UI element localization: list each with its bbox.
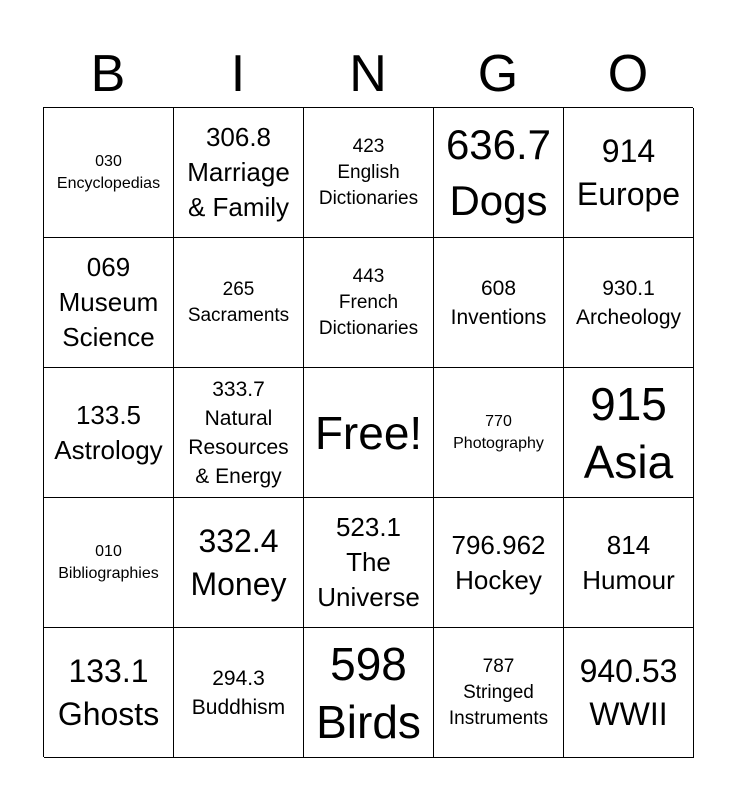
bingo-cell-text: 030 [95, 152, 122, 170]
bingo-cell-text: 332.4 [198, 522, 279, 559]
bingo-cell-text: 423 [352, 135, 385, 157]
bingo-cell[interactable] [304, 238, 434, 368]
bingo-cell-text: 443 [352, 265, 385, 287]
header-letter-n: N [349, 45, 387, 103]
bingo-cell[interactable] [434, 238, 564, 368]
bingo-cell-text: Astrology [54, 434, 163, 465]
bingo-cell-text: 598 [330, 637, 407, 690]
free-space-cell[interactable] [304, 368, 434, 498]
bingo-cell-text: 523.1 [335, 512, 402, 542]
bingo-cell-text: Natural [204, 406, 273, 430]
header-letter-g: G [477, 45, 519, 103]
bingo-cell[interactable] [44, 368, 174, 498]
bingo-cell[interactable] [564, 238, 694, 368]
bingo-cell-text: Universe [317, 582, 420, 612]
bingo-cell-text: 915 [590, 377, 667, 430]
bingo-cell-text: & Energy [195, 464, 282, 488]
bingo-cell-text: Birds [316, 695, 421, 748]
bingo-cell-text: Asia [583, 435, 674, 488]
bingo-card-grid [43, 107, 693, 757]
bingo-cell-text: The [346, 547, 391, 577]
bingo-cell-text: 265 [222, 278, 255, 300]
bingo-cell[interactable] [174, 108, 304, 238]
bingo-cell-text: Bibliographies [58, 564, 159, 582]
bingo-cell-text: Marriage [187, 157, 290, 187]
bingo-cell-text: Stringed [463, 681, 534, 703]
bingo-cell[interactable] [434, 628, 564, 758]
bingo-cell-text: Inventions [450, 305, 547, 329]
bingo-cell-text: Archeology [575, 305, 682, 329]
bingo-cell-text: Buddhism [191, 695, 286, 719]
bingo-cell-text: 306.8 [205, 122, 272, 152]
bingo-cell[interactable] [434, 368, 564, 498]
bingo-cell[interactable] [304, 108, 434, 238]
bingo-cell[interactable] [434, 498, 564, 628]
bingo-cell-text: 796.962 [451, 529, 546, 560]
bingo-cell-text: 133.1 [68, 652, 149, 689]
bingo-cell-text: Dictionaries [318, 187, 419, 209]
bingo-cell[interactable] [174, 238, 304, 368]
bingo-cell-text: Dictionaries [318, 317, 419, 339]
bingo-cell[interactable] [564, 628, 694, 758]
bingo-cell-text: 636.7 [445, 120, 552, 168]
bingo-cell[interactable] [564, 108, 694, 238]
bingo-cell[interactable] [174, 628, 304, 758]
bingo-cell-text: French [338, 291, 399, 313]
bingo-cell-text: Hockey [455, 564, 542, 595]
header-letter-o: O [607, 45, 649, 103]
bingo-cell-text: & Family [187, 192, 290, 222]
bingo-cell-text: 930.1 [602, 276, 655, 300]
bingo-cell[interactable] [44, 108, 174, 238]
bingo-cell-text: 787 [482, 655, 515, 677]
bingo-cell-text: 914 [601, 132, 656, 169]
bingo-cell-text: Science [62, 322, 155, 352]
header-letter-i: I [230, 45, 246, 103]
bingo-cell[interactable] [564, 498, 694, 628]
header-letter-b: B [90, 45, 126, 103]
bingo-cell-text: Museum [58, 287, 159, 317]
bingo-cell-text: Sacraments [187, 304, 290, 326]
bingo-cell-text: 940.53 [579, 652, 678, 689]
bingo-header [43, 40, 693, 108]
bingo-cell[interactable] [564, 368, 694, 498]
bingo-cell-text: 608 [480, 276, 517, 300]
bingo-cell-text: Resources [188, 435, 289, 459]
bingo-cell-text: 069 [86, 252, 131, 282]
bingo-cell-text: 133.5 [75, 399, 142, 430]
bingo-cell-text: 333.7 [212, 377, 265, 401]
bingo-cell[interactable] [174, 498, 304, 628]
bingo-cell-text: Money [190, 565, 287, 602]
bingo-cell-text: Free! [314, 406, 423, 459]
bingo-cell[interactable] [434, 108, 564, 238]
bingo-cell-text: 770 [485, 412, 512, 430]
bingo-cell[interactable] [44, 498, 174, 628]
bingo-cell-text: 010 [95, 542, 122, 560]
bingo-cell[interactable] [304, 498, 434, 628]
bingo-cell-text: English [337, 161, 400, 183]
bingo-cell-text: Instruments [448, 707, 549, 729]
bingo-cell[interactable] [304, 628, 434, 758]
bingo-cell[interactable] [44, 628, 174, 758]
bingo-cell-text: WWII [589, 695, 668, 732]
bingo-cell[interactable] [44, 238, 174, 368]
bingo-cell-text: Ghosts [57, 695, 160, 732]
bingo-cell[interactable] [174, 368, 304, 498]
bingo-cell-text: Dogs [449, 176, 548, 224]
bingo-cell-text: 814 [606, 529, 651, 560]
bingo-cell-text: Europe [576, 175, 681, 212]
bingo-cell-text: Photography [453, 434, 544, 452]
bingo-cell-text: Encyclopedias [56, 174, 161, 192]
bingo-cell-text: 294.3 [212, 666, 265, 690]
bingo-cell-text: Humour [582, 564, 675, 595]
